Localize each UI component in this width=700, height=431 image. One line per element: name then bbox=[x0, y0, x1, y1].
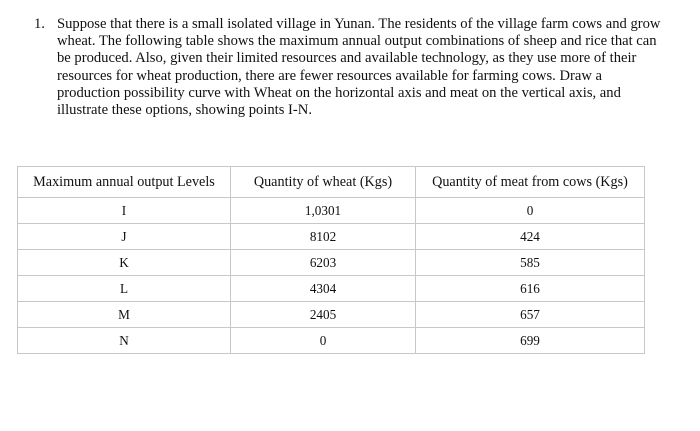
cell-meat: 0 bbox=[416, 198, 645, 224]
cell-wheat: 2405 bbox=[231, 302, 416, 328]
cell-meat: 585 bbox=[416, 250, 645, 276]
table-header-row bbox=[18, 167, 645, 198]
question-number: 1. bbox=[34, 16, 45, 32]
cell-meat: 616 bbox=[416, 276, 645, 302]
cell-level: L bbox=[18, 276, 231, 302]
cell-meat: 657 bbox=[416, 302, 645, 328]
cell-meat: 424 bbox=[416, 224, 645, 250]
cell-level: J bbox=[18, 224, 231, 250]
cell-wheat: 8102 bbox=[231, 224, 416, 250]
table-row bbox=[18, 250, 645, 276]
question-text: Suppose that there is a small isolated village in Yunan. The residents of the village farm cows and grow wheat. The following table shows the maximum annual output combinations of sheep and rice that can be produced. Also, given their limited resources and available technology, as they use more of their resources for wheat production, there are fewer resources available for farming cows. Draw a production possibility curve with Wheat on the horizontal axis and meat on the vertical axis, and illustrate these options, showing points I-N. bbox=[57, 16, 661, 119]
cell-wheat: 1,0301 bbox=[231, 198, 416, 224]
question-block bbox=[34, 16, 664, 119]
cell-level: M bbox=[18, 302, 231, 328]
cell-level: N bbox=[18, 328, 231, 354]
cell-wheat: 4304 bbox=[231, 276, 416, 302]
header-meat-quantity: Quantity of meat from cows (Kgs) bbox=[416, 167, 645, 198]
cell-level: K bbox=[18, 250, 231, 276]
header-wheat-quantity: Quantity of wheat (Kgs) bbox=[231, 167, 416, 198]
table-row bbox=[18, 198, 645, 224]
output-table bbox=[17, 166, 645, 354]
cell-wheat: 6203 bbox=[231, 250, 416, 276]
cell-meat: 699 bbox=[416, 328, 645, 354]
table-row bbox=[18, 328, 645, 354]
table-row bbox=[18, 302, 645, 328]
table-row bbox=[18, 224, 645, 250]
table-row bbox=[18, 276, 645, 302]
header-output-levels: Maximum annual output Levels bbox=[18, 167, 231, 198]
cell-level: I bbox=[18, 198, 231, 224]
cell-wheat: 0 bbox=[231, 328, 416, 354]
